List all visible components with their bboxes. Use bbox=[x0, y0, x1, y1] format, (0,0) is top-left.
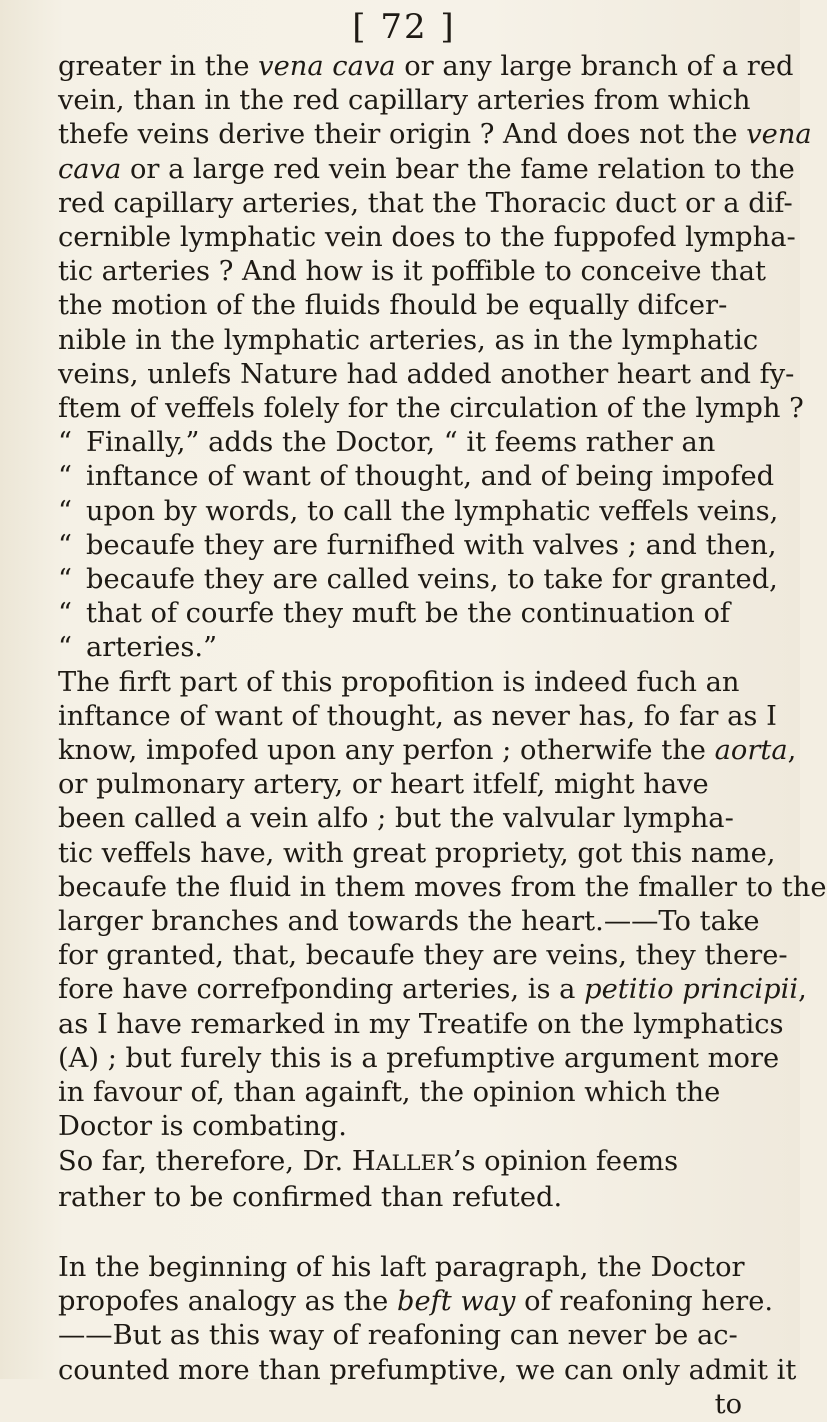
text-line: In the beginning of his laft paragraph, the Doctor bbox=[58, 1251, 745, 1283]
paragraph-3 bbox=[58, 1251, 797, 1388]
text-line: thefe veins derive their origin ? And does not the vena bbox=[58, 119, 812, 151]
paragraph-gap bbox=[58, 1215, 742, 1251]
text-line: veins, unlefs Nature had added another heart and fy- bbox=[58, 358, 795, 390]
text-line: ——But as this way of reafoning can never be ac- bbox=[58, 1320, 738, 1352]
text-line: ftem of veffels folely for the circulation of the lymph ? bbox=[58, 393, 804, 425]
text-line: “ Finally,” adds the Doctor, “ it feems rather an bbox=[58, 427, 716, 459]
text-line: propofes analogy as the beft way of reafoning here. bbox=[58, 1286, 774, 1318]
text-line: So far, therefore, Dr. HALLER’s opinion feems bbox=[58, 1145, 679, 1177]
text-line: Doctor is combating. bbox=[58, 1111, 347, 1143]
text-line: “ that of courfe they muft be the continuation of bbox=[58, 598, 731, 630]
text-line: know, impofed upon any perfon ; otherwife the aorta, bbox=[58, 735, 797, 767]
text-line: vein, than in the red capillary arteries from which bbox=[58, 85, 751, 117]
text-line: counted more than prefumptive, we can only admit it bbox=[58, 1354, 797, 1386]
text-line: in favour of, than againft, the opinion which the bbox=[58, 1077, 721, 1109]
text-line: as I have remarked in my Treatife on the lymphatics bbox=[58, 1008, 784, 1040]
text-line: cernible lymphatic vein does to the fuppofed lympha- bbox=[58, 222, 796, 254]
page-number: [ 72 ] bbox=[352, 7, 456, 47]
text-line: or pulmonary artery, or heart itfelf, might have bbox=[58, 769, 709, 801]
text-line: rather to be confirmed than refuted. bbox=[58, 1181, 563, 1213]
text-line: been called a vein alfo ; but the valvular lympha- bbox=[58, 803, 734, 835]
text-line: larger branches and towards the heart.——To take bbox=[58, 906, 760, 938]
text-line: nible in the lymphatic arteries, as in the lymphatic bbox=[58, 324, 759, 356]
text-line: The firft part of this propofition is indeed fuch an bbox=[58, 666, 740, 698]
text-line: inftance of want of thought, as never has, fo far as I bbox=[58, 700, 777, 732]
paragraph-1 bbox=[58, 50, 812, 426]
text-line: fore have correfponding arteries, is a petitio principii, bbox=[58, 974, 807, 1006]
text-line: for granted, that, becaufe they are veins, they there- bbox=[58, 940, 788, 972]
paragraph-2 bbox=[58, 666, 827, 1215]
text-line: (A) ; but furely this is a prefumptive argument more bbox=[58, 1042, 780, 1074]
text-line: “ inftance of want of thought, and of being impofed bbox=[58, 461, 775, 493]
body-text bbox=[58, 50, 827, 1422]
text-line: cava or a large red vein bear the fame relation to the bbox=[58, 153, 795, 185]
text-line: tic arteries ? And how is it poffible to conceive that bbox=[58, 256, 766, 288]
text-line: greater in the vena cava or any large branch of a red bbox=[58, 51, 794, 82]
text-line: red capillary arteries, that the Thoracic duct or a dif- bbox=[58, 187, 793, 219]
text-line: “ arteries.” bbox=[58, 632, 218, 664]
quoted-passage bbox=[58, 426, 779, 665]
text-line: tic veffels have, with great propriety, got this name, bbox=[58, 837, 776, 869]
text-line: “ upon by words, to call the lymphatic veffels veins, bbox=[58, 495, 779, 527]
text-line: the motion of the fluids fhould be equally difcer- bbox=[58, 290, 728, 322]
text-line: “ becaufe they are furnifhed with valves ; and then, bbox=[58, 529, 777, 561]
text-line: “ becaufe they are called veins, to take for granted, bbox=[58, 564, 778, 596]
catchword: to bbox=[714, 1388, 742, 1420]
text-line: becaufe the fluid in them moves from the fmaller to the bbox=[58, 871, 827, 903]
